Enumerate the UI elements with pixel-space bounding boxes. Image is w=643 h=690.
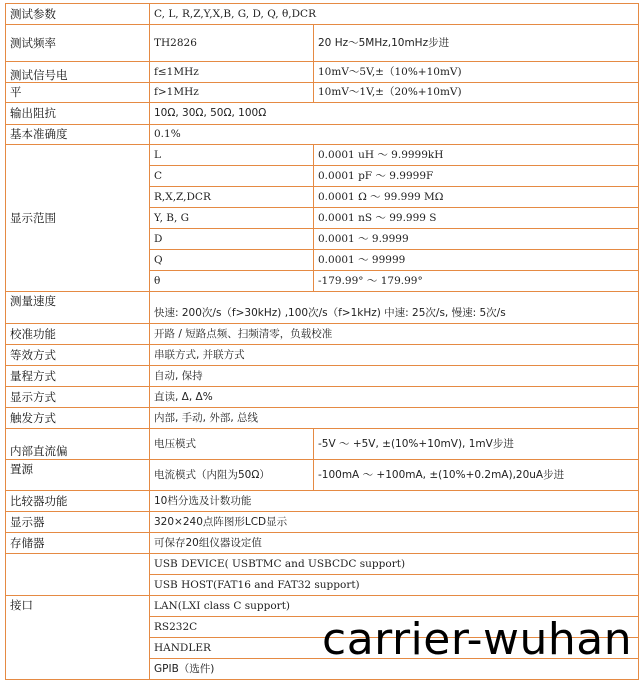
row-bias-2 — [6, 460, 639, 491]
value-accuracy: 0.1% — [150, 125, 639, 145]
range-value: 0.0001 ～ 9.9999 — [314, 229, 639, 250]
row-range-mode — [6, 366, 639, 387]
label-signal-2: 平 — [6, 83, 150, 103]
label-signal-1: 测试信号电 — [6, 62, 150, 83]
range-row — [6, 145, 639, 166]
value-comparator: 10档分选及计数功能 — [150, 491, 639, 512]
value-equivalent: 串联方式, 并联方式 — [150, 345, 639, 366]
value-speed: 快速: 200次/s（f>30kHz) ,100次/s（f>1kHz) 中速: 25次/s, 慢速: 5次/s — [150, 292, 639, 324]
row-calibration — [6, 324, 639, 345]
label-impedance: 输出阻抗 — [6, 103, 150, 125]
label-interface: 接口 — [6, 596, 150, 680]
row-bias-1 — [6, 429, 639, 460]
value-calibration: 开路 / 短路点频、扫频清零，负载校准 — [150, 324, 639, 345]
range-param: C — [150, 166, 314, 187]
row-equivalent — [6, 345, 639, 366]
bias-value-2: -100mA ～ +100mA, ±(10%+0.2mA),20uA步进 — [314, 460, 639, 491]
watermark: carrier-wuhan — [322, 614, 633, 665]
range-param: R,X,Z,DCR — [150, 187, 314, 208]
label-comparator: 比较器功能 — [6, 491, 150, 512]
range-value: 0.0001 pF ～ 9.9999F — [314, 166, 639, 187]
range-param: L — [150, 145, 314, 166]
interface-spacer — [6, 554, 150, 575]
interface-row — [6, 575, 639, 596]
signal-value-1: 10mV～5V,±（10%+10mV) — [314, 62, 639, 83]
row-trigger — [6, 408, 639, 429]
range-value: -179.99° ～ 179.99° — [314, 271, 639, 292]
row-storage — [6, 533, 639, 554]
range-value: 0.0001 Ω ～ 99.999 MΩ — [314, 187, 639, 208]
interface-spacer — [6, 575, 150, 596]
label-speed: 测量速度 — [6, 292, 150, 324]
signal-value-2: 10mV～1V,±（20%+10mV) — [314, 83, 639, 103]
freq-model: TH2826 — [150, 25, 314, 62]
value-impedance: 10Ω, 30Ω, 50Ω, 100Ω — [150, 103, 639, 125]
row-params — [6, 4, 639, 25]
row-signal-1 — [6, 62, 639, 83]
interface-item: GPIB（选件) — [150, 659, 639, 680]
range-param: Y, B, G — [150, 208, 314, 229]
label-params: 测试参数 — [6, 4, 150, 25]
row-impedance — [6, 103, 639, 125]
interface-item: RS232C — [150, 617, 639, 638]
label-display-mode: 显示方式 — [6, 387, 150, 408]
row-freq — [6, 25, 639, 62]
interface-item: HANDLER — [150, 638, 639, 659]
bias-mode-2: 电流模式（内阻为50Ω） — [150, 460, 314, 491]
label-freq: 测试频率 — [6, 25, 150, 62]
interface-item: USB HOST(FAT16 and FAT32 support) — [150, 575, 639, 596]
bias-value-1: -5V ～ +5V, ±(10%+10mV), 1mV步进 — [314, 429, 639, 460]
interface-item: LAN(LXI class C support) — [150, 596, 639, 617]
label-display-range: 显示范围 — [6, 145, 150, 292]
range-param: D — [150, 229, 314, 250]
interface-row — [6, 554, 639, 575]
range-param: θ — [150, 271, 314, 292]
label-display: 显示器 — [6, 512, 150, 533]
freq-value: 20 Hz～5MHz,10mHz步进 — [314, 25, 639, 62]
label-trigger: 触发方式 — [6, 408, 150, 429]
signal-cond-2: f>1MHz — [150, 83, 314, 103]
label-accuracy: 基本准确度 — [6, 125, 150, 145]
value-params: C, L, R,Z,Y,X,B, G, D, Q, θ,DCR — [150, 4, 639, 25]
row-display-mode — [6, 387, 639, 408]
value-range-mode: 自动, 保持 — [150, 366, 639, 387]
value-display-mode: 直读, Δ, Δ% — [150, 387, 639, 408]
value-display: 320×240点阵图形LCD显示 — [150, 512, 639, 533]
range-param: Q — [150, 250, 314, 271]
label-bias-1: 内部直流偏 — [6, 429, 150, 460]
range-value: 0.0001 uH ～ 9.9999kH — [314, 145, 639, 166]
label-range-mode: 量程方式 — [6, 366, 150, 387]
label-calibration: 校准功能 — [6, 324, 150, 345]
value-storage: 可保存20组仪器设定值 — [150, 533, 639, 554]
row-comparator — [6, 491, 639, 512]
label-storage: 存储器 — [6, 533, 150, 554]
label-bias-2: 置源 — [6, 460, 150, 491]
range-value: 0.0001 nS ～ 99.999 S — [314, 208, 639, 229]
signal-cond-1: f≤1MHz — [150, 62, 314, 83]
range-value: 0.0001 ～ 99999 — [314, 250, 639, 271]
value-trigger: 内部, 手动, 外部, 总线 — [150, 408, 639, 429]
bias-mode-1: 电压模式 — [150, 429, 314, 460]
label-equivalent: 等效方式 — [6, 345, 150, 366]
spec-table — [5, 3, 639, 680]
interface-item: USB DEVICE( USBTMC and USBCDC support) — [150, 554, 639, 575]
row-display — [6, 512, 639, 533]
row-signal-2 — [6, 83, 639, 103]
row-accuracy — [6, 125, 639, 145]
row-speed — [6, 292, 639, 324]
